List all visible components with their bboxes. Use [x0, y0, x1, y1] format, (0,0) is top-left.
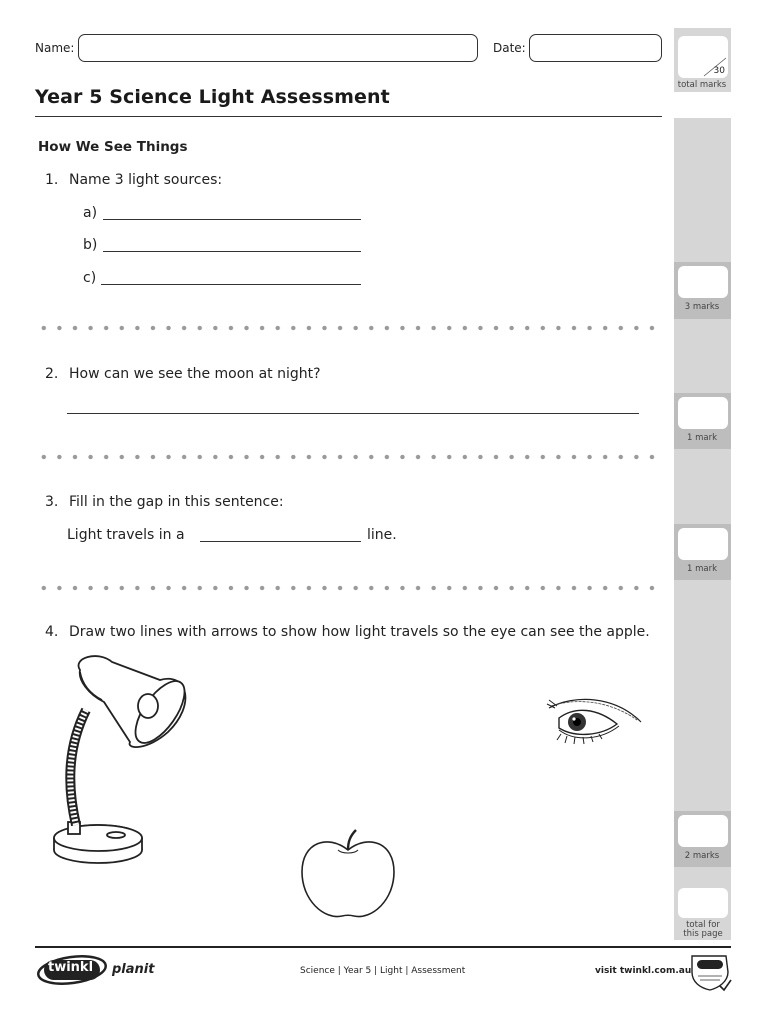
q4-marks-label: 2 marks [684, 851, 720, 861]
title-rule [35, 116, 662, 117]
q1-marks-label: 3 marks [684, 302, 720, 312]
q3-text: Fill in the gap in this sentence: [69, 494, 284, 510]
brand-name: twinkl [48, 960, 94, 975]
q1-number: 1. [45, 172, 59, 188]
q3-sentence-start: Light travels in a [67, 527, 185, 543]
q4-text: Draw two lines with arrows to show how light travels so the eye can see the apple. [69, 624, 650, 640]
q1-marks-box[interactable] [678, 266, 728, 298]
name-label: Name: [35, 41, 75, 55]
page-total-label: total for this page [683, 920, 723, 939]
quality-standard-badge [688, 952, 732, 992]
q3-marks-label: 1 mark [686, 564, 717, 574]
footer-center-text: Science | Year 5 | Light | Assessment [300, 966, 466, 976]
q1-answer-c-line[interactable] [101, 284, 361, 285]
page-total-box[interactable] [678, 888, 728, 918]
date-label: Date: [493, 41, 526, 55]
name-field[interactable] [78, 34, 478, 62]
q2-marks-box[interactable] [678, 397, 728, 429]
page-title: Year 5 Science Light Assessment [35, 86, 390, 108]
total-marks-label: total marks [677, 80, 727, 90]
q1-part-c-label: c) [83, 270, 97, 286]
footer-url[interactable]: visit twinkl.com.au [595, 966, 692, 976]
q1-answer-b-line[interactable] [103, 251, 361, 252]
q1-part-a-label: a) [83, 205, 98, 221]
q2-marks-label: 1 mark [686, 433, 717, 443]
q2-answer-line[interactable] [67, 413, 639, 414]
q3-marks-box[interactable] [678, 528, 728, 560]
q3-sentence-end: line. [367, 527, 397, 543]
q3-gap-line[interactable] [200, 541, 361, 542]
q3-number: 3. [45, 494, 59, 510]
date-field[interactable] [529, 34, 662, 62]
q2-text: How can we see the moon at night? [69, 366, 321, 382]
q4-marks-box[interactable] [678, 815, 728, 847]
q4-number: 4. [45, 624, 59, 640]
total-marks-value: 30 [713, 66, 725, 76]
apple-illustration [298, 828, 398, 922]
footer-rule [35, 946, 731, 948]
q2-number: 2. [45, 366, 59, 382]
product-name: planit [112, 962, 155, 977]
lamp-illustration [48, 650, 198, 870]
q1-text: Name 3 light sources: [69, 172, 223, 188]
dotted-divider [36, 454, 663, 460]
dotted-divider [36, 325, 663, 331]
dotted-divider [36, 585, 663, 591]
q1-answer-a-line[interactable] [103, 219, 361, 220]
eye-illustration [545, 694, 645, 750]
total-marks-box[interactable] [678, 36, 728, 78]
section-title: How We See Things [38, 139, 188, 155]
q1-part-b-label: b) [83, 237, 98, 253]
